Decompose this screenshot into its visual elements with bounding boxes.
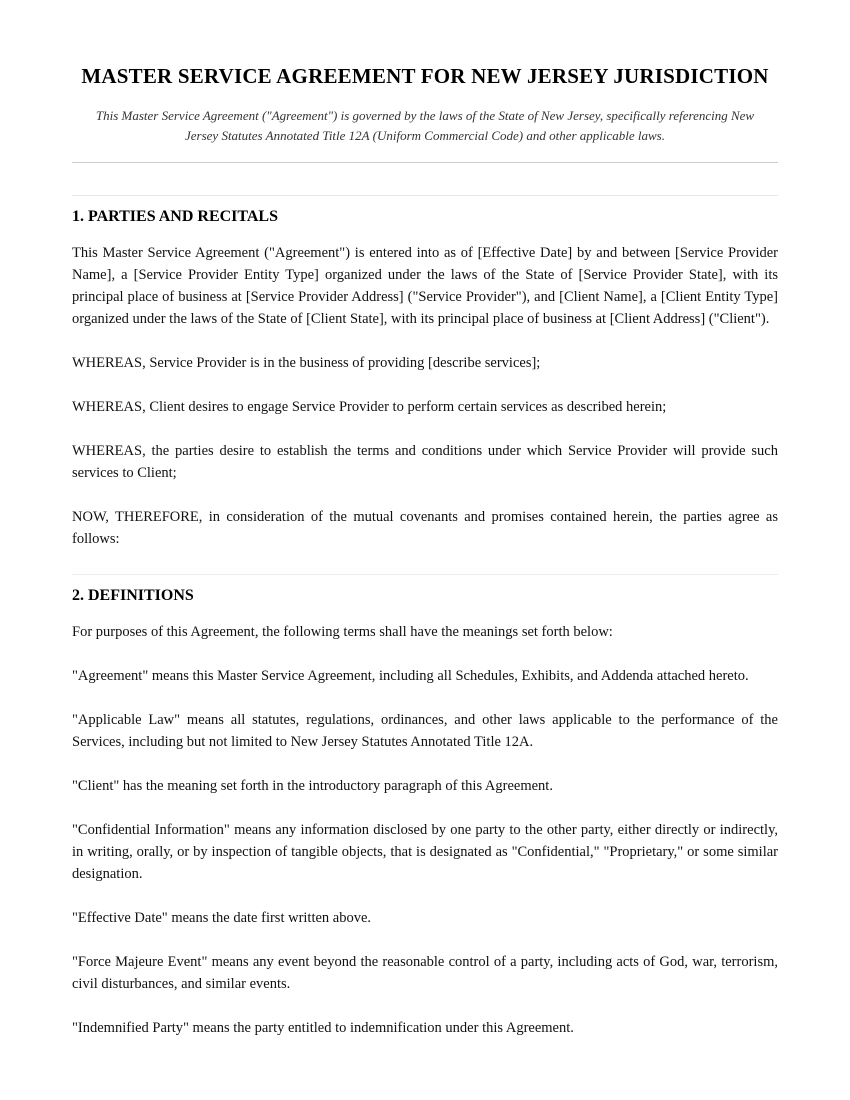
paragraph: "Indemnified Party" means the party entitled to indemnification under this Agreement. <box>72 1020 574 1036</box>
section-parties-and-recitals <box>72 206 778 550</box>
document-title: MASTER SERVICE AGREEMENT FOR NEW JERSEY JURISDICTION <box>81 64 769 88</box>
paragraph: NOW, THEREFORE, in consideration of the mutual covenants and promises contained herein, the parties agree as follows: <box>72 509 778 547</box>
paragraph: "Confidential Information" means any information disclosed by one party to the other party, either directly or indirectly, in writing, orally, or by inspection of tangible objects, that is designated as "Confidential," "Proprietary," or some similar designation. <box>72 822 778 882</box>
paragraph: "Applicable Law" means all statutes, regulations, ordinances, and other laws applicable to the performance of the Services, including but not limited to New Jersey Statutes Annotated Title 12A. <box>72 712 778 750</box>
document-subtitle: This Master Service Agreement ("Agreement") is governed by the laws of the State of New Jersey, specifically referencing New Jersey Statutes Annotated Title 12A (Uniform Commercial Code) and other applicable laws. <box>95 108 755 143</box>
section-divider <box>72 195 778 196</box>
paragraph: WHEREAS, Client desires to engage Service Provider to perform certain services as described herein; <box>72 399 667 415</box>
section-heading: 2. DEFINITIONS <box>72 587 194 604</box>
paragraph: "Force Majeure Event" means any event beyond the reasonable control of a party, including acts of God, war, terrorism, civil disturbances, and similar events. <box>72 954 778 992</box>
paragraph: "Effective Date" means the date first written above. <box>72 910 372 926</box>
paragraph: For purposes of this Agreement, the following terms shall have the meanings set forth below: <box>72 624 613 640</box>
section-divider <box>72 574 778 575</box>
section-heading: 1. PARTIES AND RECITALS <box>72 208 278 225</box>
paragraph: This Master Service Agreement ("Agreement") is entered into as of [Effective Date] by and between [Service Provider Name], a [Service Provider Entity Type] organized under the laws of the State of [Service Provider State], with its principal place of business at [Service Provider Address] ("Service Provider"), and [Client Name], a [Client Entity Type] organized under the laws of the State of [Client State], with its principal place of business at [Client Address] ("Client"). <box>72 245 778 327</box>
paragraph: "Client" has the meaning set forth in the introductory paragraph of this Agreement. <box>72 778 553 794</box>
section-definitions <box>72 585 778 1039</box>
title-divider <box>72 162 778 163</box>
paragraph: WHEREAS, Service Provider is in the business of providing [describe services]; <box>72 355 541 371</box>
paragraph: WHEREAS, the parties desire to establish the terms and conditions under which Service Provider will provide such services to Client; <box>72 443 778 481</box>
document-page <box>72 0 778 1039</box>
paragraph: "Agreement" means this Master Service Agreement, including all Schedules, Exhibits, and Addenda attached hereto. <box>72 668 749 684</box>
